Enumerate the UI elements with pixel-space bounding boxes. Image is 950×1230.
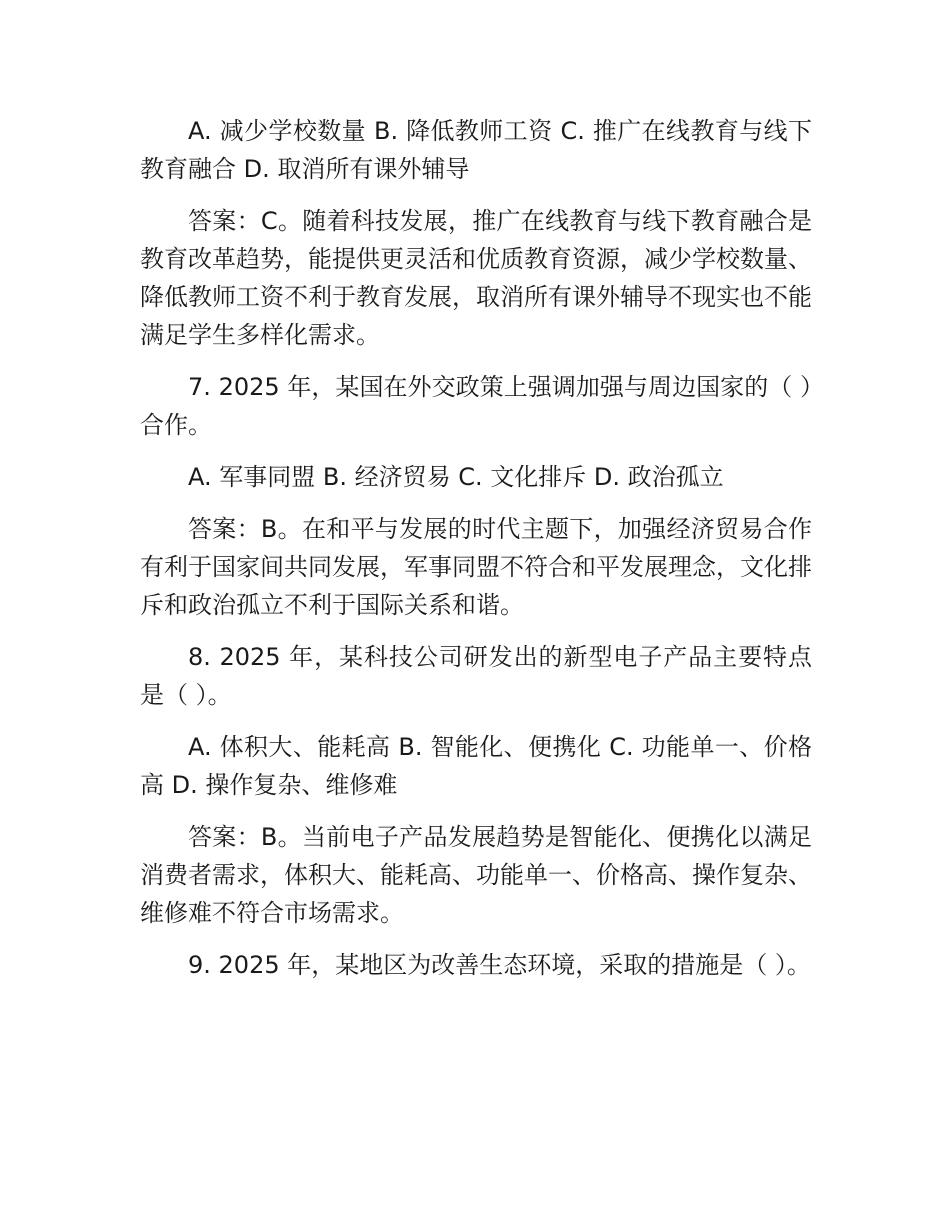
q8-answer: 答案：B。当前电子产品发展趋势是智能化、便携化以满足消费者需求，体积大、能耗高、功能单一、价格高、操作复杂、维修难不符合市场需求。 [140, 823, 812, 927]
q7-options: A. 军事同盟 B. 经济贸易 C. 文化排斥 D. 政治孤立 [188, 463, 724, 491]
q9-question: 9. 2025 年，某地区为改善生态环境，采取的措施是（ ）。 [188, 951, 811, 979]
q7-answer: 答案：B。在和平与发展的时代主题下，加强经济贸易合作有利于国家间共同发展，军事同盟不符合和平发展理念，文化排斥和政治孤立不利于国际关系和谐。 [140, 515, 812, 619]
q7-question: 7. 2025 年，某国在外交政策上强调加强与周边国家的（ ）合作。 [140, 373, 812, 439]
q8-question: 8. 2025 年，某科技公司研发出的新型电子产品主要特点是（ ）。 [140, 643, 812, 709]
q8-options: A. 体积大、能耗高 B. 智能化、便携化 C. 功能单一、价格高 D. 操作复杂、维修难 [140, 733, 812, 799]
document-body [140, 112, 812, 998]
q6-options: A. 减少学校数量 B. 降低教师工资 C. 推广在线教育与线下教育融合 D. 取消所有课外辅导 [140, 117, 812, 183]
q6-answer: 答案：C。随着科技发展，推广在线教育与线下教育融合是教育改革趋势，能提供更灵活和优质教育资源，减少学校数量、降低教师工资不利于教育发展，取消所有课外辅导不现实也不能满足学生多样化需求。 [140, 207, 812, 349]
